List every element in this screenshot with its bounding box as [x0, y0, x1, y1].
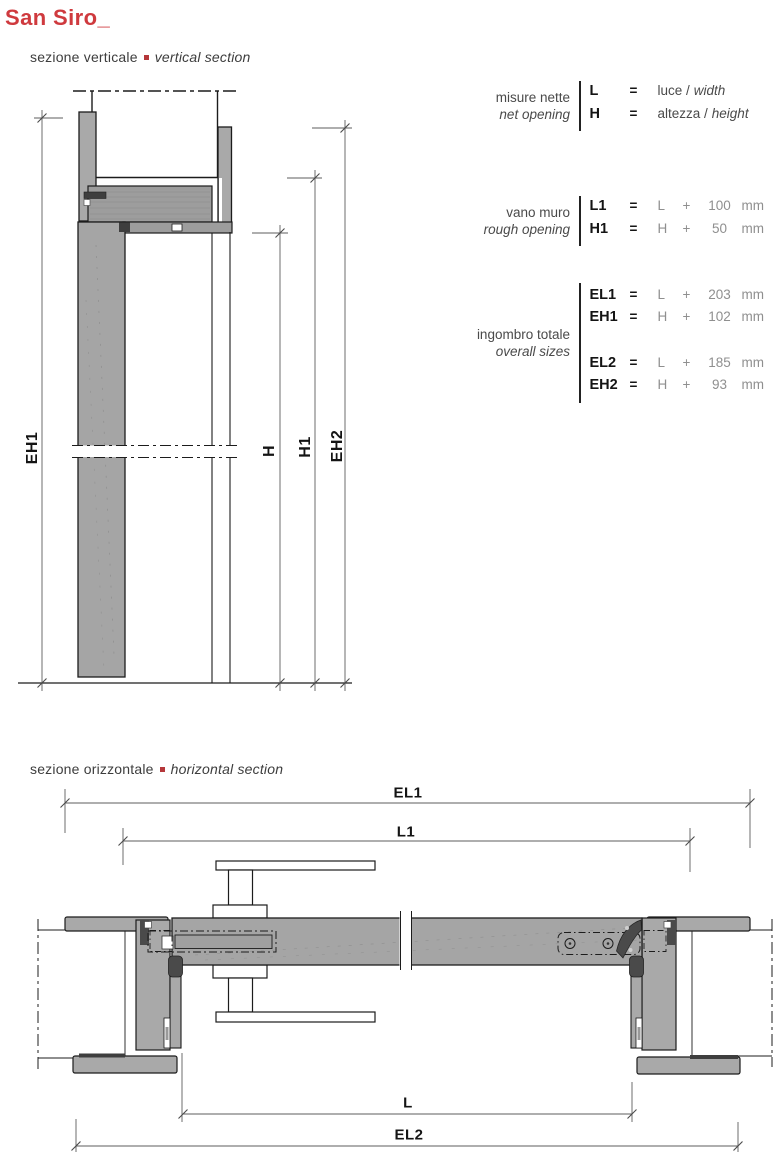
- equals-sign: =: [629, 355, 638, 370]
- value-it: luce /: [657, 83, 690, 98]
- left-seal-stop: [169, 956, 183, 977]
- formula-base: L: [657, 287, 666, 302]
- dim-label-h1: H1: [297, 436, 314, 458]
- spacer-bracket-bottom: [213, 965, 375, 1022]
- left-wall: [38, 919, 125, 1069]
- dim-label-eh1: EH1: [24, 431, 41, 465]
- legend-label-en: overall sizes: [495, 344, 570, 359]
- symbol: H: [589, 106, 600, 122]
- red-bullet-icon: [160, 767, 165, 772]
- legend-row: [590, 377, 765, 399]
- legend-row: [590, 221, 765, 244]
- symbol: EH2: [589, 377, 618, 393]
- formula-amount: 203: [708, 287, 731, 302]
- right-wall: [692, 919, 772, 1067]
- equals-sign: =: [629, 198, 638, 213]
- lock-case: [175, 935, 272, 949]
- page-title: San Siro_: [5, 5, 111, 30]
- value-en: width: [693, 83, 726, 98]
- plus-sign: +: [682, 287, 691, 302]
- latch-keeper: [145, 922, 152, 929]
- right-bottom-cap: [637, 1057, 740, 1074]
- symbol: H1: [589, 221, 609, 237]
- legend-row: [590, 83, 749, 106]
- dim-label-h: H: [261, 444, 278, 458]
- section-label-en: vertical section: [154, 49, 251, 65]
- break-band-vertical: [70, 446, 248, 458]
- legend-sub-gap: [590, 331, 765, 355]
- legend-label-it: misure nette: [495, 90, 570, 105]
- formula-unit: mm: [741, 309, 764, 324]
- formula-unit: mm: [741, 287, 764, 302]
- formula-base: L: [657, 355, 666, 370]
- hanger-detail: [119, 223, 130, 233]
- legend-rows: [581, 198, 765, 244]
- right-strip-groove: [219, 178, 222, 224]
- plus-sign: +: [682, 309, 691, 324]
- section-label-en: horizontal section: [170, 761, 284, 777]
- equals-sign: =: [629, 83, 638, 98]
- equals-sign: =: [629, 377, 638, 392]
- left-cap-profile: [79, 1054, 125, 1058]
- latch-keeper: [664, 922, 671, 929]
- formula-unit: mm: [741, 377, 764, 392]
- track-bracket: [84, 192, 106, 199]
- jamb-pin: [638, 1027, 641, 1040]
- latch-bolt: [162, 936, 173, 949]
- legend-rows: [581, 83, 749, 129]
- legend-row: [590, 355, 765, 377]
- section-label-it: sezione verticale: [30, 49, 138, 65]
- dim-label-el1: EL1: [393, 784, 423, 802]
- vertical-section-drawing: [18, 91, 352, 691]
- formula-amount: 102: [708, 309, 731, 324]
- formula-unit: mm: [741, 221, 764, 236]
- pull-pivot: [629, 948, 633, 952]
- symbol: L1: [589, 198, 607, 214]
- equals-sign: =: [629, 106, 638, 121]
- right-cap-profile: [690, 1055, 738, 1059]
- legend-row: [590, 106, 749, 129]
- symbol: EL1: [589, 287, 617, 303]
- right-seal-stop: [630, 956, 644, 977]
- dim-label-el2: EL2: [394, 1126, 424, 1144]
- legend-rows: [581, 287, 765, 399]
- equals-sign: =: [629, 221, 638, 236]
- bracket-bolt: [84, 200, 90, 206]
- equals-sign: =: [629, 309, 638, 324]
- legend-rough-opening: [420, 196, 764, 246]
- legend-labels: [420, 89, 570, 123]
- formula-base: H: [657, 221, 668, 236]
- formula-amount: 185: [708, 355, 731, 370]
- formula-amount: 50: [711, 221, 728, 236]
- plus-sign: +: [682, 377, 691, 392]
- legend-row: [590, 198, 765, 221]
- dim-label-eh2: EH2: [329, 429, 346, 463]
- formula-base: H: [657, 377, 668, 392]
- track-box: [92, 91, 218, 178]
- legend-row: [590, 309, 765, 331]
- legend-labels: [420, 326, 570, 360]
- formula-unit: mm: [741, 198, 764, 213]
- symbol: EL2: [589, 355, 617, 371]
- vertical-section-label: [30, 49, 250, 65]
- left-bottom-cap: [73, 1056, 177, 1073]
- legend-label-en: rough opening: [483, 222, 570, 237]
- jamb-pin: [166, 1027, 169, 1040]
- formula-amount: 100: [708, 198, 731, 213]
- dim-label-l: L: [403, 1094, 413, 1112]
- formula-base: L: [657, 198, 666, 213]
- legend-row: [590, 287, 765, 309]
- pull-pivot: [625, 926, 629, 930]
- formula-amount: 93: [711, 377, 728, 392]
- break-band-horizontal: [400, 910, 412, 972]
- legend-label-it: ingombro totale: [476, 327, 570, 342]
- plus-sign: +: [682, 198, 691, 213]
- equals-sign: =: [629, 287, 638, 302]
- legend-labels: [420, 204, 570, 238]
- legend-label-en: net opening: [499, 107, 570, 122]
- beam-notch: [172, 224, 182, 231]
- symbol: EH1: [589, 309, 618, 325]
- plus-sign: +: [682, 221, 691, 236]
- value-en: height: [711, 106, 749, 121]
- spacer-bracket-top: [213, 861, 375, 918]
- section-label-it: sezione orizzontale: [30, 761, 154, 777]
- dim-label-l1: L1: [396, 823, 416, 841]
- formula-unit: mm: [741, 355, 764, 370]
- plus-sign: +: [682, 355, 691, 370]
- horizontal-section-label: [30, 761, 283, 777]
- legend-overall-sizes: [420, 283, 764, 403]
- formula-base: H: [657, 309, 668, 324]
- red-bullet-icon: [144, 55, 149, 60]
- value-it: altezza /: [657, 106, 708, 121]
- symbol: L: [589, 83, 599, 99]
- legend-label-it: vano muro: [506, 205, 570, 220]
- legend-net-opening: [420, 81, 749, 131]
